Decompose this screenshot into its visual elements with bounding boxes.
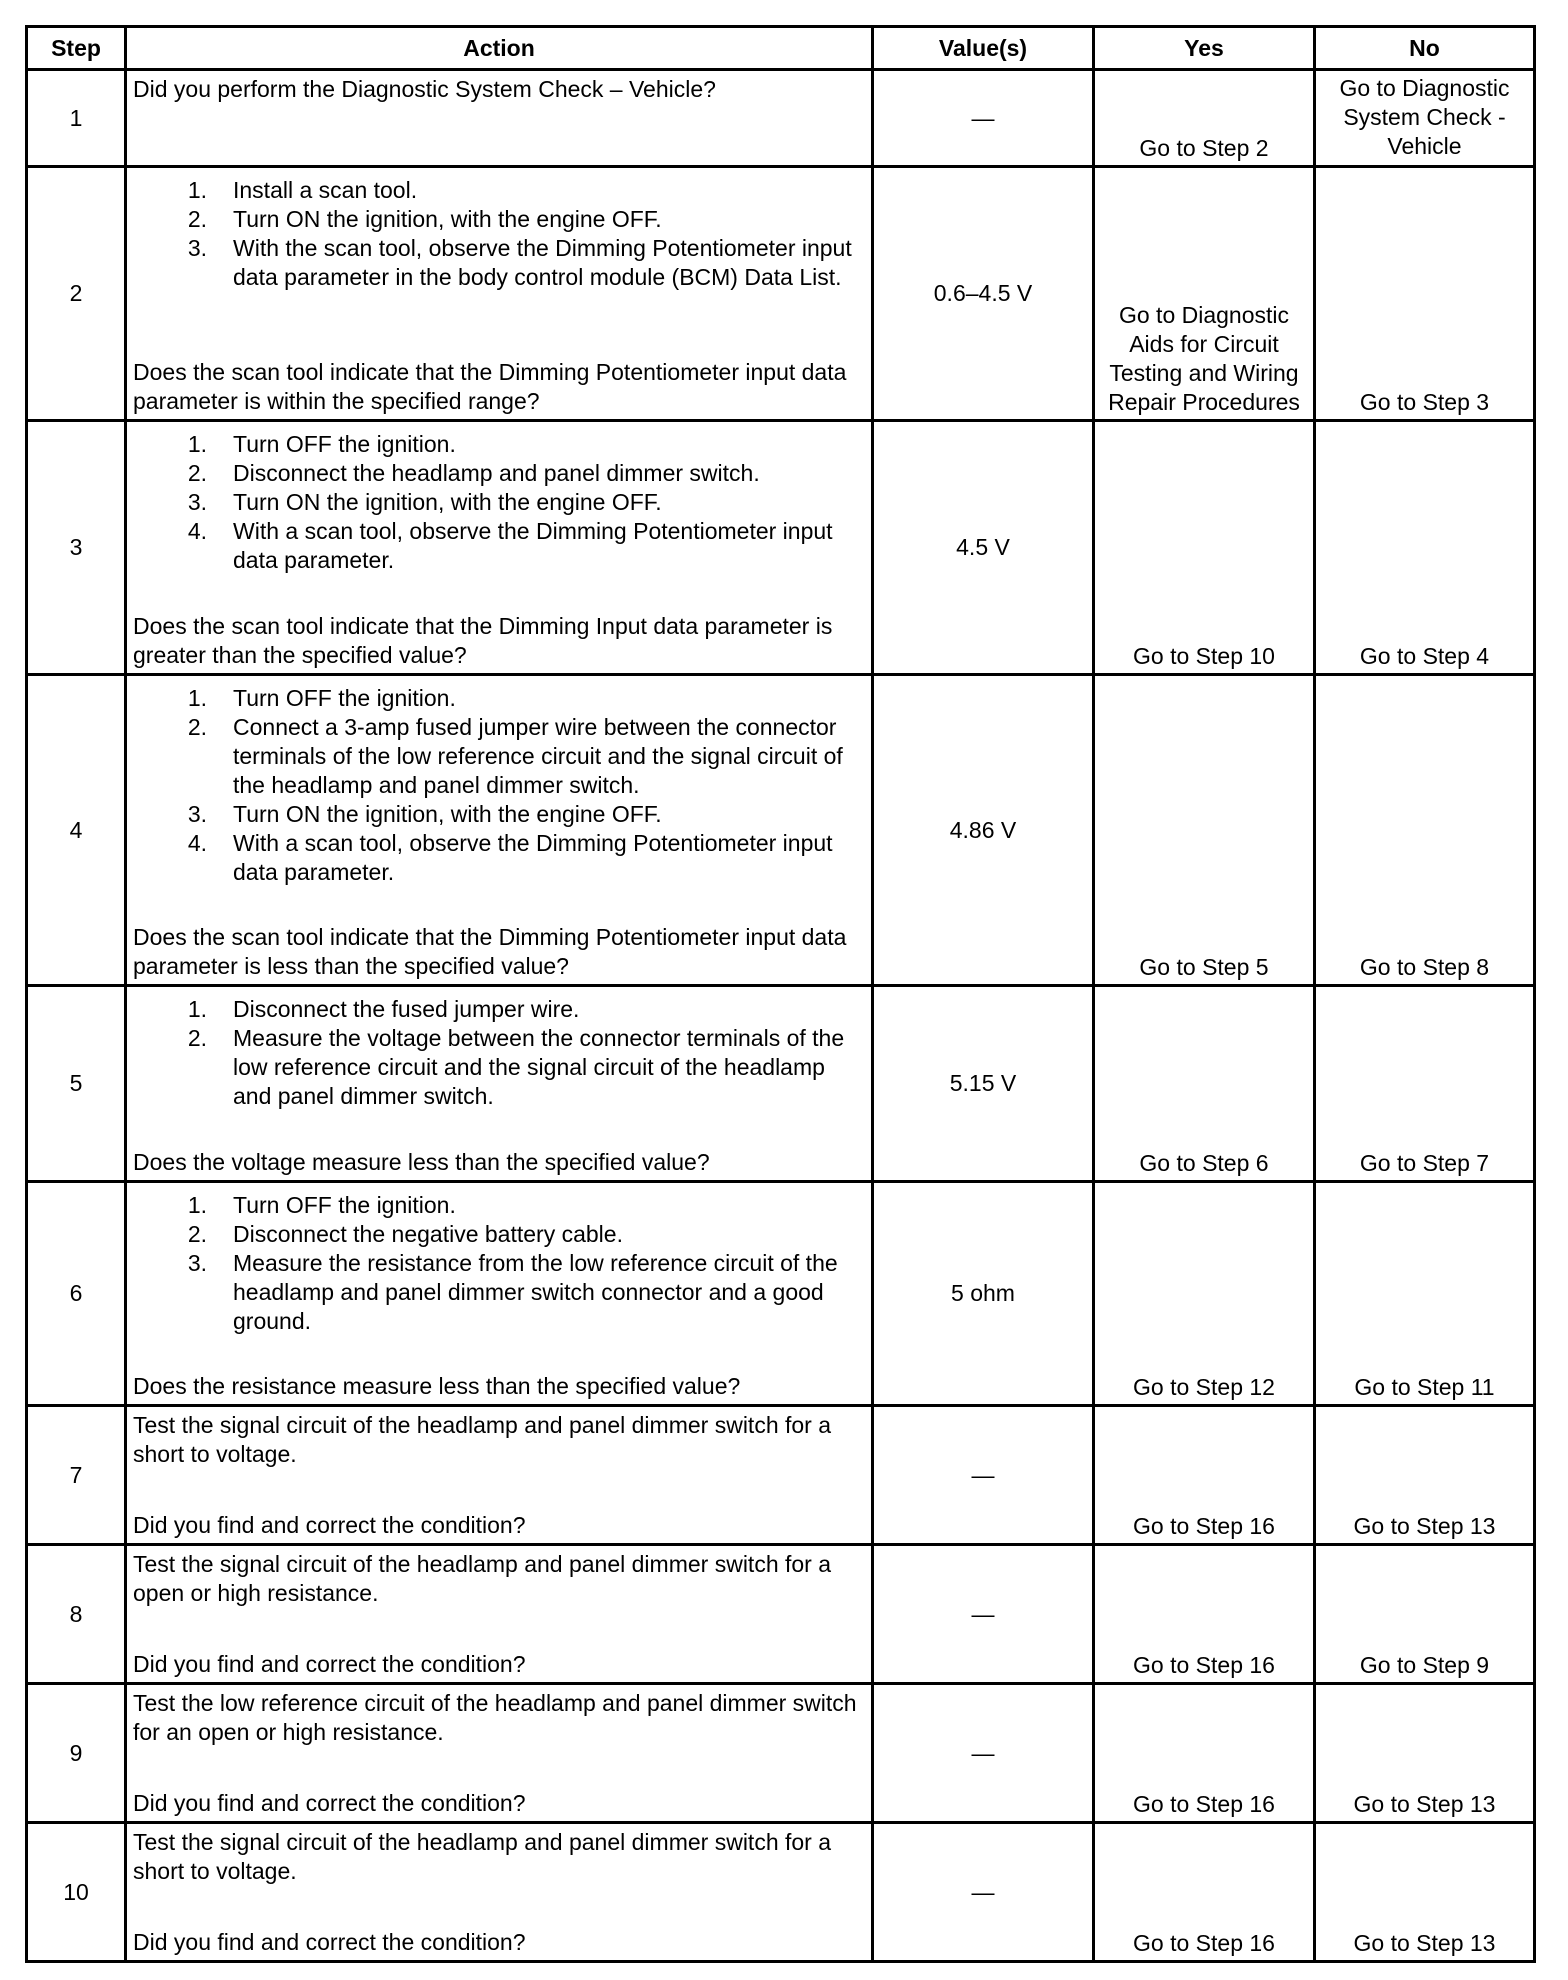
header-values: Value(s) [873, 27, 1094, 70]
list-item-text: Disconnect the fused jumper wire. [233, 996, 580, 1022]
no-cell: Go to Step 7 [1315, 986, 1535, 1182]
step-number: 6 [27, 1182, 126, 1406]
list-item-number: 1. [187, 1192, 207, 1218]
no-cell: Go to Step 13 [1315, 1406, 1535, 1545]
list-item [133, 800, 867, 829]
no-cell: Go to Diagnostic System Check - Vehicle [1315, 70, 1535, 167]
list-item-number: 1. [187, 996, 207, 1022]
list-item-text: Install a scan tool. [233, 177, 418, 203]
list-item-text: Turn ON the ignition, with the engine OFF. [233, 206, 662, 232]
step-number: 5 [27, 986, 126, 1182]
action-cell [126, 675, 873, 986]
action-question: Does the voltage measure less than the specified value? [133, 1149, 710, 1175]
list-item-text: Turn ON the ignition, with the engine OFF. [233, 801, 662, 827]
step-number: 2 [27, 167, 126, 421]
value-cell: 5 ohm [873, 1182, 1094, 1406]
value-cell: 0.6–4.5 V [873, 167, 1094, 421]
table-row [27, 167, 1535, 421]
action-cell [126, 1823, 873, 1962]
table-row [27, 1545, 1535, 1684]
list-item-text: With the scan tool, observe the Dimming Potentiometer input data parameter in the body control module (BCM) Data List. [233, 235, 852, 290]
no-cell: Go to Step 9 [1315, 1545, 1535, 1684]
yes-cell: Go to Step 6 [1094, 986, 1315, 1182]
list-item-text: Turn OFF the ignition. [233, 1192, 456, 1218]
action-question: Does the scan tool indicate that the Dimming Potentiometer input data parameter is less than the specified value? [133, 924, 847, 979]
list-item-number: 2. [187, 206, 207, 232]
action-text: Did you perform the Diagnostic System Check – Vehicle? [133, 76, 716, 102]
header-no: No [1315, 27, 1535, 70]
yes-cell: Go to Step 2 [1094, 70, 1315, 167]
list-item-text: Disconnect the headlamp and panel dimmer switch. [233, 460, 760, 486]
list-item-number: 1. [187, 431, 207, 457]
value-cell: — [873, 70, 1094, 167]
list-item [133, 459, 867, 488]
no-cell: Go to Step 11 [1315, 1182, 1535, 1406]
header-row [27, 27, 1535, 70]
list-item [133, 205, 867, 234]
action-steps [133, 430, 867, 575]
table-row [27, 1406, 1535, 1545]
list-item [133, 517, 867, 575]
step-number: 10 [27, 1823, 126, 1962]
value-cell: — [873, 1684, 1094, 1823]
step-number: 1 [27, 70, 126, 167]
header-yes: Yes [1094, 27, 1315, 70]
step-number: 9 [27, 1684, 126, 1823]
list-item-text: Turn ON the ignition, with the engine OFF. [233, 489, 662, 515]
list-item-text: Measure the voltage between the connector terminals of the low reference circuit and the signal circuit of the headlamp and panel dimmer switch. [233, 1025, 845, 1109]
diagnostic-table [25, 25, 1536, 1963]
table-row [27, 675, 1535, 986]
list-item-number: 2. [187, 714, 207, 740]
no-cell: Go to Step 13 [1315, 1823, 1535, 1962]
header-action: Action [126, 27, 873, 70]
action-cell [126, 1545, 873, 1684]
value-cell: 4.86 V [873, 675, 1094, 986]
action-cell [126, 1406, 873, 1545]
action-steps [133, 684, 867, 887]
list-item [133, 430, 867, 459]
action-cell [126, 1684, 873, 1823]
list-item [133, 488, 867, 517]
action-text: Test the signal circuit of the headlamp and panel dimmer switch for a short to voltage. [133, 1412, 832, 1467]
list-item-number: 3. [187, 801, 207, 827]
action-question: Does the resistance measure less than the specified value? [133, 1373, 741, 1399]
list-item-text: Measure the resistance from the low reference circuit of the headlamp and panel dimmer switch connector and a good ground. [233, 1250, 838, 1334]
header-step: Step [27, 27, 126, 70]
list-item [133, 1191, 867, 1220]
step-number: 3 [27, 421, 126, 675]
list-item-number: 2. [187, 460, 207, 486]
action-steps [133, 995, 867, 1111]
action-cell [126, 167, 873, 421]
action-question: Did you find and correct the condition? [133, 1929, 526, 1955]
action-question: Did you find and correct the condition? [133, 1512, 526, 1538]
table-row [27, 1684, 1535, 1823]
list-item [133, 1249, 867, 1336]
list-item-number: 1. [187, 177, 207, 203]
yes-cell: Go to Step 10 [1094, 421, 1315, 675]
step-number: 4 [27, 675, 126, 986]
value-cell: — [873, 1406, 1094, 1545]
action-text: Test the low reference circuit of the headlamp and panel dimmer switch for an open or high resistance. [133, 1690, 857, 1745]
list-item-number: 3. [187, 235, 207, 261]
list-item [133, 234, 867, 292]
list-item-text: With a scan tool, observe the Dimming Potentiometer input data parameter. [233, 830, 833, 885]
list-item-text: Turn OFF the ignition. [233, 431, 456, 457]
list-item-text: Connect a 3-amp fused jumper wire between the connector terminals of the low reference circuit and the signal circuit of the headlamp and panel dimmer switch. [233, 714, 843, 798]
list-item-text: Turn OFF the ignition. [233, 685, 456, 711]
list-item [133, 829, 867, 887]
action-question: Did you find and correct the condition? [133, 1790, 526, 1816]
yes-cell: Go to Step 16 [1094, 1823, 1315, 1962]
action-steps [133, 1191, 867, 1336]
list-item-text: With a scan tool, observe the Dimming Potentiometer input data parameter. [233, 518, 833, 573]
no-cell: Go to Step 13 [1315, 1684, 1535, 1823]
list-item-number: 3. [187, 489, 207, 515]
action-cell [126, 986, 873, 1182]
action-question: Does the scan tool indicate that the Dimming Input data parameter is greater than the specified value? [133, 613, 833, 668]
list-item [133, 995, 867, 1024]
action-cell [126, 1182, 873, 1406]
value-cell: 4.5 V [873, 421, 1094, 675]
table-row [27, 70, 1535, 167]
list-item-number: 1. [187, 685, 207, 711]
value-cell: 5.15 V [873, 986, 1094, 1182]
step-number: 8 [27, 1545, 126, 1684]
list-item-number: 3. [187, 1250, 207, 1276]
value-cell: — [873, 1545, 1094, 1684]
yes-cell: Go to Step 16 [1094, 1406, 1315, 1545]
list-item-text: Disconnect the negative battery cable. [233, 1221, 623, 1247]
table-row [27, 421, 1535, 675]
list-item-number: 4. [187, 830, 207, 856]
yes-cell: Go to Step 5 [1094, 675, 1315, 986]
no-cell: Go to Step 3 [1315, 167, 1535, 421]
action-text: Test the signal circuit of the headlamp and panel dimmer switch for a short to voltage. [133, 1829, 832, 1884]
yes-cell: Go to Step 12 [1094, 1182, 1315, 1406]
no-cell: Go to Step 8 [1315, 675, 1535, 986]
list-item [133, 1220, 867, 1249]
action-cell [126, 421, 873, 675]
list-item [133, 684, 867, 713]
action-cell [126, 70, 873, 167]
yes-cell: Go to Diagnostic Aids for Circuit Testing and Wiring Repair Procedures [1094, 167, 1315, 421]
list-item [133, 713, 867, 800]
list-item [133, 1024, 867, 1111]
action-question: Does the scan tool indicate that the Dimming Potentiometer input data parameter is within the specified range? [133, 359, 847, 414]
yes-cell: Go to Step 16 [1094, 1545, 1315, 1684]
list-item-number: 2. [187, 1221, 207, 1247]
no-cell: Go to Step 4 [1315, 421, 1535, 675]
value-cell: — [873, 1823, 1094, 1962]
yes-cell: Go to Step 16 [1094, 1684, 1315, 1823]
step-number: 7 [27, 1406, 126, 1545]
action-steps [133, 176, 867, 292]
list-item-number: 2. [187, 1025, 207, 1051]
table-row [27, 986, 1535, 1182]
action-question: Did you find and correct the condition? [133, 1651, 526, 1677]
action-text: Test the signal circuit of the headlamp and panel dimmer switch for a open or high resistance. [133, 1551, 832, 1606]
list-item-number: 4. [187, 518, 207, 544]
list-item [133, 176, 867, 205]
table-row [27, 1182, 1535, 1406]
table-row [27, 1823, 1535, 1962]
